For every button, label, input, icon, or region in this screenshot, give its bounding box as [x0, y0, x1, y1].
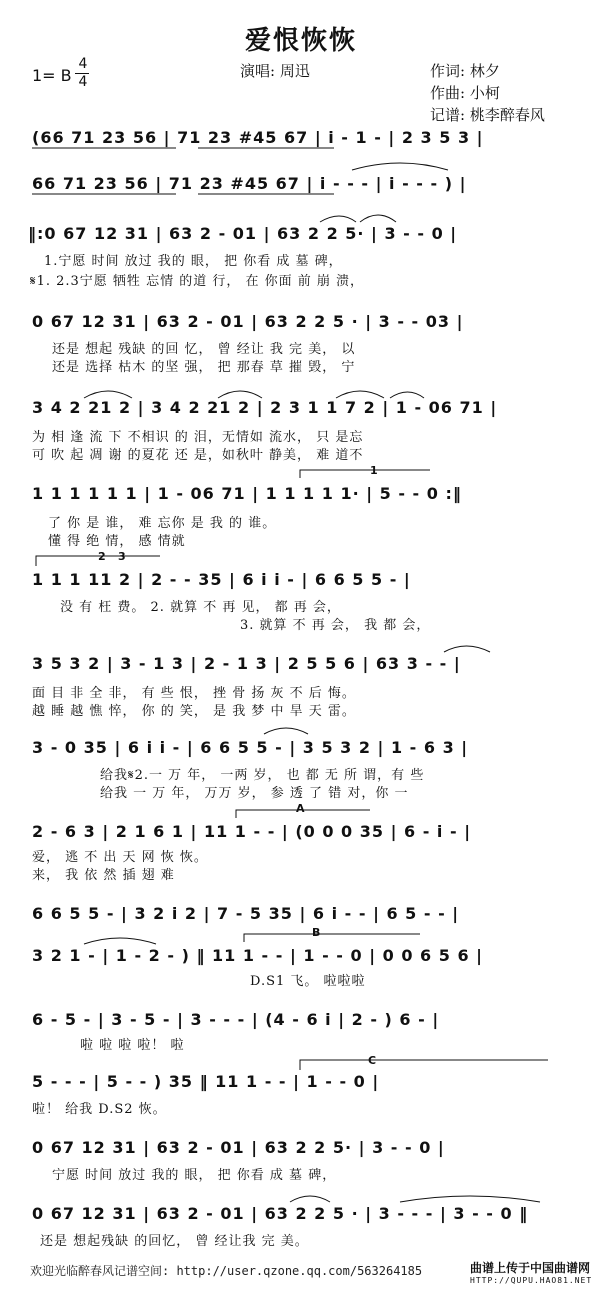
lyric-row-3-verse-2: 𝄋1. 2.3宁愿 牺牲 忘情 的道 行， 在 你面 前 崩 溃，: [30, 274, 364, 289]
lyric-row-10-verse-2: 来， 我 依 然 插 翅 难: [32, 868, 175, 883]
lyric-row-14: 啦！ 给我 D.S2 恢。: [32, 1102, 167, 1117]
section-mark-a: A: [296, 802, 305, 815]
notation-row-14: 5 - - - | 5 - - ) 35 ‖ 11 1 - - | 1 - - 0 |: [32, 1072, 380, 1091]
notation-row-1: (66 71 23 56 | 71 23 #45 67 | i - 1 - | 2 3 5 3 |: [32, 128, 484, 147]
section-mark-c: C: [368, 1054, 377, 1067]
notation-row-11: 6 6 5 5 - | 3 2 i 2 | 7 - 5 35 | 6 i - - | 6 5 - - |: [32, 904, 460, 923]
transcriber-credit: 记谱: 桃李醉春风: [430, 106, 545, 124]
lyric-row-9-verse-2: 给我 一 万 年， 万万 岁， 参 透 了 错 对，你 一: [100, 786, 409, 801]
notation-row-10: 2 - 6 3 | 2 1 6 1 | 11 1 - - | (0 0 0 35 | 6 - i - |: [32, 822, 472, 841]
lyric-row-12: D.S1 飞。 啦啦啦: [250, 974, 366, 989]
lyric-row-8-verse-2: 越 睡 越 憔 悴， 你 的 笑， 是 我 梦 中 旱 天 雷。: [32, 704, 356, 719]
lyric-row-3-verse-1: 1.宁愿 时间 放过 我的 眼， 把 你看 成 墓 碑，: [44, 254, 343, 269]
lyric-row-7-verse-1: 没 有 枉 费。 2. 就算 不 再 见， 都 再 会，: [60, 600, 341, 615]
watermark-stamp-title: 曲谱上传于中国曲谱网: [470, 1261, 591, 1275]
composer-credit: 作曲: 小柯: [430, 84, 500, 102]
notation-row-16: 0 67 12 31 | 63 2 - 01 | 63 2 2 5 · | 3 - - - | 3 - - 0 ‖: [32, 1204, 529, 1223]
notation-row-12: 3 2 1 - | 1 - 2 - ) ‖ 11 1 - - | 1 - - 0 | 0 0 6 5 6 |: [32, 946, 483, 965]
notation-row-9: 3 - 0 35 | 6 i i - | 6 6 5 5 - | 3 5 3 2 | 1 - 6 3 |: [32, 738, 469, 757]
lyric-row-9-verse-1: 给我𝄋2.一 万 年， 一两 岁， 也 都 无 所 谓，有 些: [100, 768, 425, 783]
notation-row-6: 1 1 1 1 1 1 | 1 - 06 71 | 1 1 1 1 1· | 5 - - 0 :‖: [32, 484, 462, 503]
lyric-row-5-verse-2: 可 吹 起 凋 谢 的夏花 还 是，如秋叶 静美， 难 道不: [32, 448, 364, 463]
volta-mark-2: 2: [98, 550, 106, 563]
singer-credit: 演唱: 周迅: [240, 62, 310, 80]
watermark-stamp-url: HTTP://QUPU.HAO81.NET: [470, 1276, 593, 1285]
lyric-row-4-verse-2: 还是 选择 枯木 的坚 强， 把 那春 草 摧 毁， 宁: [52, 360, 356, 375]
lyric-row-5-verse-1: 为 相 逢 流 下 不相识 的 泪，无情如 流水， 只 是忘: [32, 430, 364, 445]
notation-row-7: 1 1 1 11 2 | 2 - - 35 | 6 i i - | 6 6 5 5 - |: [32, 570, 411, 589]
lyric-row-6-verse-2: 懂 得 绝 情， 感 情就: [48, 534, 186, 549]
lyric-row-4-verse-1: 还是 想起 残缺 的回 忆， 曾 经让 我 完 美， 以: [52, 342, 356, 357]
lyric-row-7-verse-2: 3. 就算 不 再 会， 我 都 会，: [240, 618, 431, 633]
time-signature-bottom: 4: [78, 74, 88, 90]
footer-credit: 欢迎光临醉春风记谱空间: http://user.qzone.qq.com/563264185: [30, 1264, 423, 1278]
lyric-row-6-verse-1: 了 你 是 谁， 难 忘你 是 我 的 谁。: [48, 516, 277, 531]
lyric-row-15: 宁愿 时间 放过 我的 眼， 把 你看 成 墓 碑，: [52, 1168, 337, 1183]
lyricist-credit: 作词: 林夕: [430, 62, 500, 80]
notation-row-5: 3 4 2 21 2 | 3 4 2 21 2 | 2 3 1 1 7 2 | 1 - 06 71 |: [32, 398, 498, 417]
notation-row-2: 66 71 23 56 | 71 23 #45 67 | i - - - | i - - - ) |: [32, 174, 467, 193]
notation-row-13: 6 - 5 - | 3 - 5 - | 3 - - - | (4 - 6 i | 2 - ) 6 - |: [32, 1010, 440, 1029]
lyric-row-16: 还是 想起残缺 的回忆， 曾 经让我 完 美。: [40, 1234, 309, 1249]
notation-row-3: ‖:0 67 12 31 | 63 2 - 01 | 63 2 2 5· | 3 - - 0 |: [28, 224, 458, 243]
lyric-row-8-verse-1: 面 目 非 全 非， 有 些 恨， 挫 骨 扬 灰 不 后 悔。: [32, 686, 356, 701]
notation-row-8: 3 5 3 2 | 3 - 1 3 | 2 - 1 3 | 2 5 5 6 | 63 3 - - |: [32, 654, 461, 673]
lyric-row-10-verse-1: 爱， 逃 不 出 天 网 恢 恢。: [32, 850, 208, 865]
section-mark-b: B: [312, 926, 321, 939]
notation-row-15: 0 67 12 31 | 63 2 - 01 | 63 2 2 5· | 3 - - 0 |: [32, 1138, 445, 1157]
lyric-row-13: 啦 啦 啦 啦！ 啦: [80, 1038, 185, 1053]
song-title: 爱恨恢恢: [245, 26, 358, 56]
volta-mark-3: 3: [118, 550, 126, 563]
notation-row-4: 0 67 12 31 | 63 2 - 01 | 63 2 2 5 · | 3 - - 03 |: [32, 312, 464, 331]
key-signature: 1= B: [32, 66, 72, 85]
time-signature-top: 4: [78, 56, 88, 72]
volta-mark-1: 1: [370, 464, 378, 477]
